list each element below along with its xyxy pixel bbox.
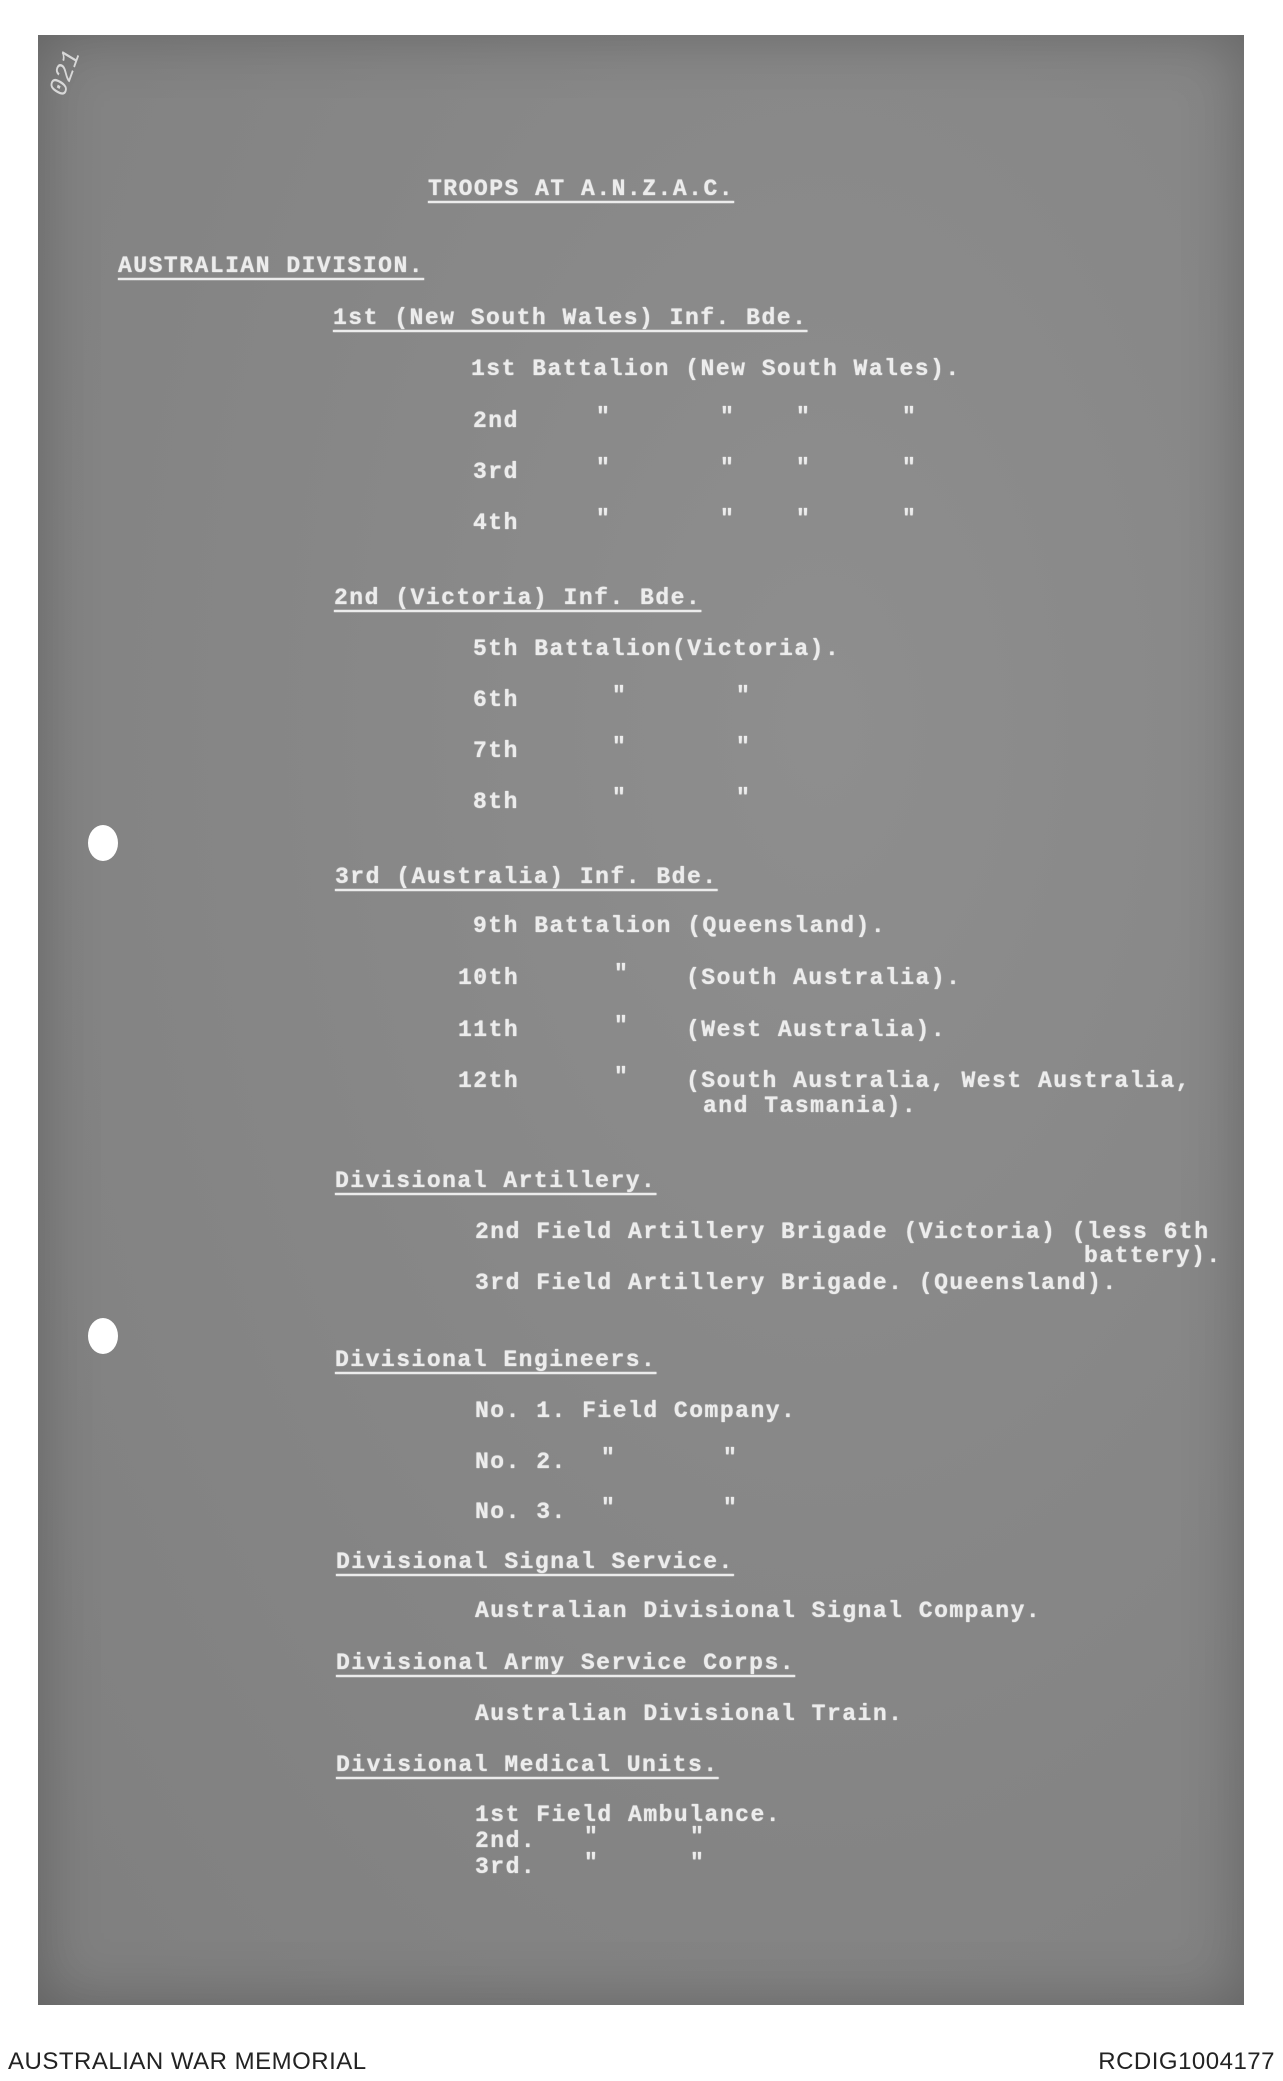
medical-row: 3rd. <box>475 1854 537 1880</box>
ditto-mark: " <box>736 734 752 760</box>
section-heading-medical: Divisional Medical Units. <box>336 1752 719 1778</box>
medical-row: 2nd. <box>475 1828 537 1854</box>
ditto-mark: " <box>736 683 752 709</box>
battalion-state: (South Australia). <box>686 965 962 991</box>
battalion-row: 10th <box>458 965 520 991</box>
battalion-row: 11th <box>458 1017 520 1043</box>
ditto-mark: " <box>614 1013 630 1039</box>
battalion-row: 1st Battalion (New South Wales). <box>471 356 961 382</box>
medical-row: 1st Field Ambulance. <box>475 1802 782 1828</box>
ditto-mark: " <box>796 404 812 430</box>
engineer-row: No. 3. <box>475 1499 567 1525</box>
ditto-mark: " <box>612 734 628 760</box>
division-heading: AUSTRALIAN DIVISION. <box>118 253 425 279</box>
ditto-mark: " <box>601 1445 617 1471</box>
battalion-row: 3rd <box>473 459 519 485</box>
ditto-mark: " <box>596 455 612 481</box>
ditto-mark: " <box>902 404 918 430</box>
battalion-row: 12th <box>458 1068 520 1094</box>
ditto-mark: " <box>584 1850 600 1876</box>
section-heading-artillery: Divisional Artillery. <box>335 1168 657 1194</box>
ditto-mark: " <box>796 506 812 532</box>
battalion-row: 5th Battalion(Victoria). <box>473 636 841 662</box>
asc-line: Australian Divisional Train. <box>475 1701 904 1727</box>
battalion-row: 2nd <box>473 408 519 434</box>
ditto-mark: " <box>902 455 918 481</box>
engineer-row: No. 1. Field Company. <box>475 1398 797 1424</box>
ditto-mark: " <box>596 506 612 532</box>
section-heading-asc: Divisional Army Service Corps. <box>336 1650 796 1676</box>
footer-id: RCDIG1004177 <box>1098 2048 1275 2075</box>
ditto-mark: " <box>612 683 628 709</box>
ditto-mark: " <box>902 506 918 532</box>
battalion-row: 6th <box>473 687 519 713</box>
ditto-mark: " <box>614 961 630 987</box>
ditto-mark: " <box>720 404 736 430</box>
ditto-mark: " <box>720 506 736 532</box>
section-heading-2nd-bde: 2nd (Victoria) Inf. Bde. <box>334 585 702 611</box>
signal-line: Australian Divisional Signal Company. <box>475 1598 1042 1624</box>
ditto-mark: " <box>614 1064 630 1090</box>
battalion-state: (South Australia, West Australia, <box>686 1068 1191 1094</box>
ditto-mark: " <box>601 1495 617 1521</box>
page-number-note: 021 <box>43 45 88 101</box>
artillery-line-cont: battery). <box>1084 1243 1222 1269</box>
ditto-mark: " <box>612 785 628 811</box>
section-heading-3rd-bde: 3rd (Australia) Inf. Bde. <box>335 864 718 890</box>
ditto-mark: " <box>723 1445 739 1471</box>
footer-source: AUSTRALIAN WAR MEMORIAL <box>8 2048 367 2075</box>
ditto-mark: " <box>720 455 736 481</box>
section-heading-signal: Divisional Signal Service. <box>336 1549 734 1575</box>
ditto-mark: " <box>723 1495 739 1521</box>
battalion-row: 7th <box>473 738 519 764</box>
punch-hole-top <box>88 825 118 861</box>
artillery-line: 2nd Field Artillery Brigade (Victoria) (less 6th <box>475 1219 1210 1245</box>
engineer-row: No. 2. <box>475 1449 567 1475</box>
ditto-mark: " <box>736 785 752 811</box>
ditto-mark: " <box>690 1850 706 1876</box>
ditto-mark: " <box>690 1824 706 1850</box>
punch-hole-bottom <box>88 1318 118 1354</box>
battalion-state: (West Australia). <box>686 1017 947 1043</box>
document-title: TROOPS AT A.N.Z.A.C. <box>428 176 735 202</box>
ditto-mark: " <box>584 1824 600 1850</box>
battalion-row: 8th <box>473 789 519 815</box>
battalion-row: 4th <box>473 510 519 536</box>
section-heading-1st-bde: 1st (New South Wales) Inf. Bde. <box>333 305 808 331</box>
battalion-state-cont: and Tasmania). <box>703 1093 918 1119</box>
battalion-row: 9th Battalion (Queensland). <box>473 913 887 939</box>
artillery-line: 3rd Field Artillery Brigade. (Queensland). <box>475 1270 1118 1296</box>
section-heading-engineers: Divisional Engineers. <box>335 1347 657 1373</box>
ditto-mark: " <box>596 404 612 430</box>
ditto-mark: " <box>796 455 812 481</box>
